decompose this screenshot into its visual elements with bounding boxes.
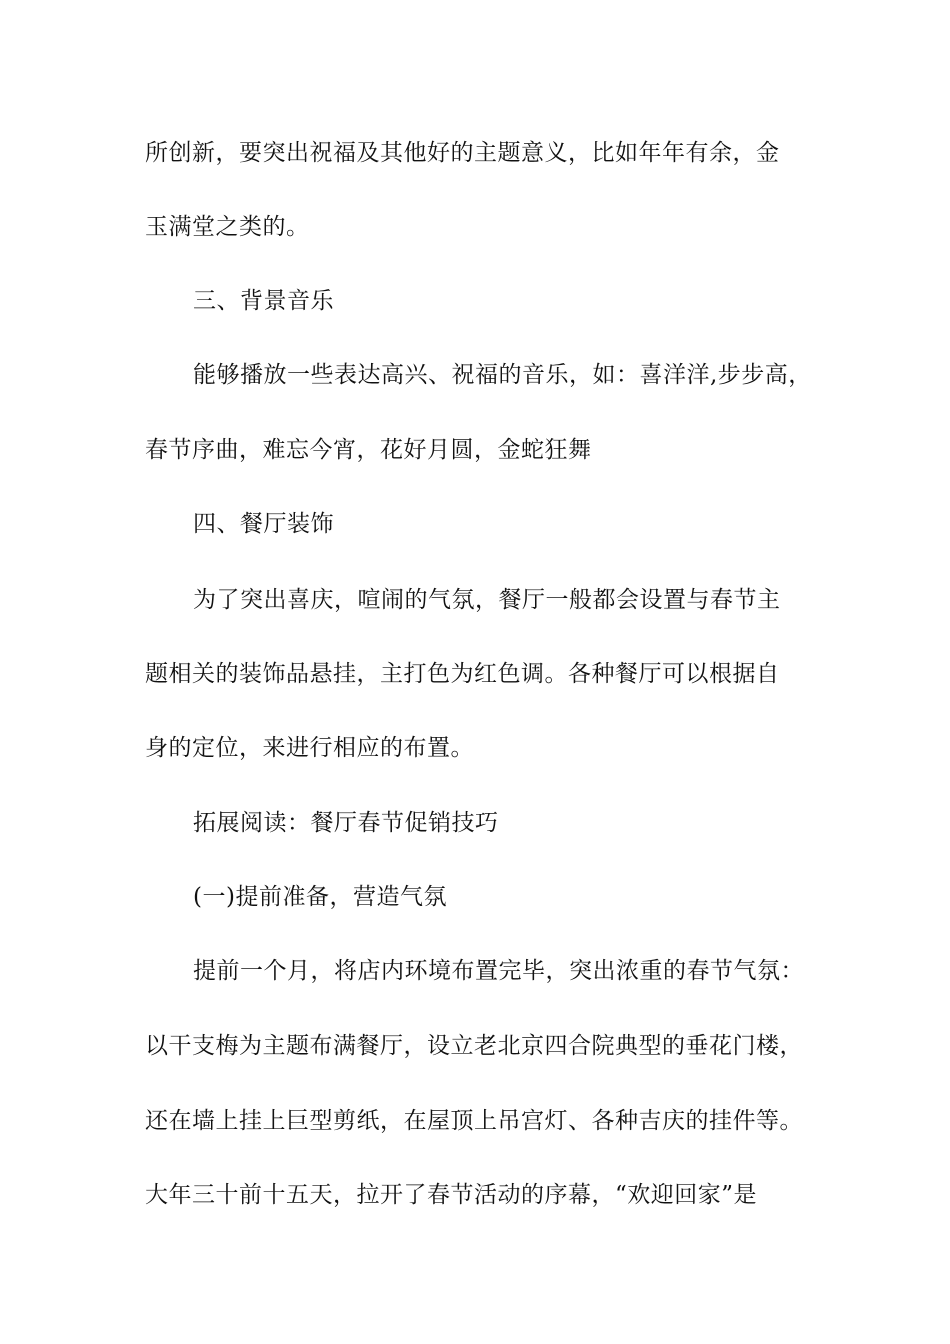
paragraph-line: 能够播放一些表达高兴、祝福的音乐，如：喜洋洋,步步高，	[193, 362, 812, 388]
paragraph-line: 题相关的装饰品悬挂，主打色为红色调。各种餐厅可以根据自	[145, 661, 780, 687]
paragraph-line: 身的定位，来进行相应的布置。	[145, 735, 474, 761]
paragraph-line: 大年三十前十五天，拉开了春节活动的序幕，“欢迎回家”是	[145, 1182, 758, 1208]
paragraph-line: 所创新，要突出祝福及其他好的主题意义，比如年年有余，金	[145, 140, 780, 166]
subsection-heading: (一)提前准备，营造气氛	[193, 884, 447, 910]
paragraph-line: 还在墙上挂上巨型剪纸，在屋顶上吊宫灯、各种吉庆的挂件等。	[145, 1108, 803, 1134]
section-heading: 拓展阅读：餐厅春节促销技巧	[193, 810, 499, 836]
section-heading: 三、背景音乐	[193, 288, 334, 314]
paragraph-line: 以干支梅为主题布满餐厅，设立老北京四合院典型的垂花门楼，	[145, 1033, 803, 1059]
paragraph-line: 提前一个月，将店内环境布置完毕，突出浓重的春节气氛：	[193, 958, 804, 984]
paragraph-line: 玉满堂之类的。	[145, 214, 310, 240]
paragraph-line: 为了突出喜庆，喧闹的气氛，餐厅一般都会设置与春节主	[193, 587, 781, 613]
section-heading: 四、餐厅装饰	[193, 511, 334, 537]
paragraph-line: 春节序曲，难忘今宵，花好月圆，金蛇狂舞	[145, 437, 592, 463]
